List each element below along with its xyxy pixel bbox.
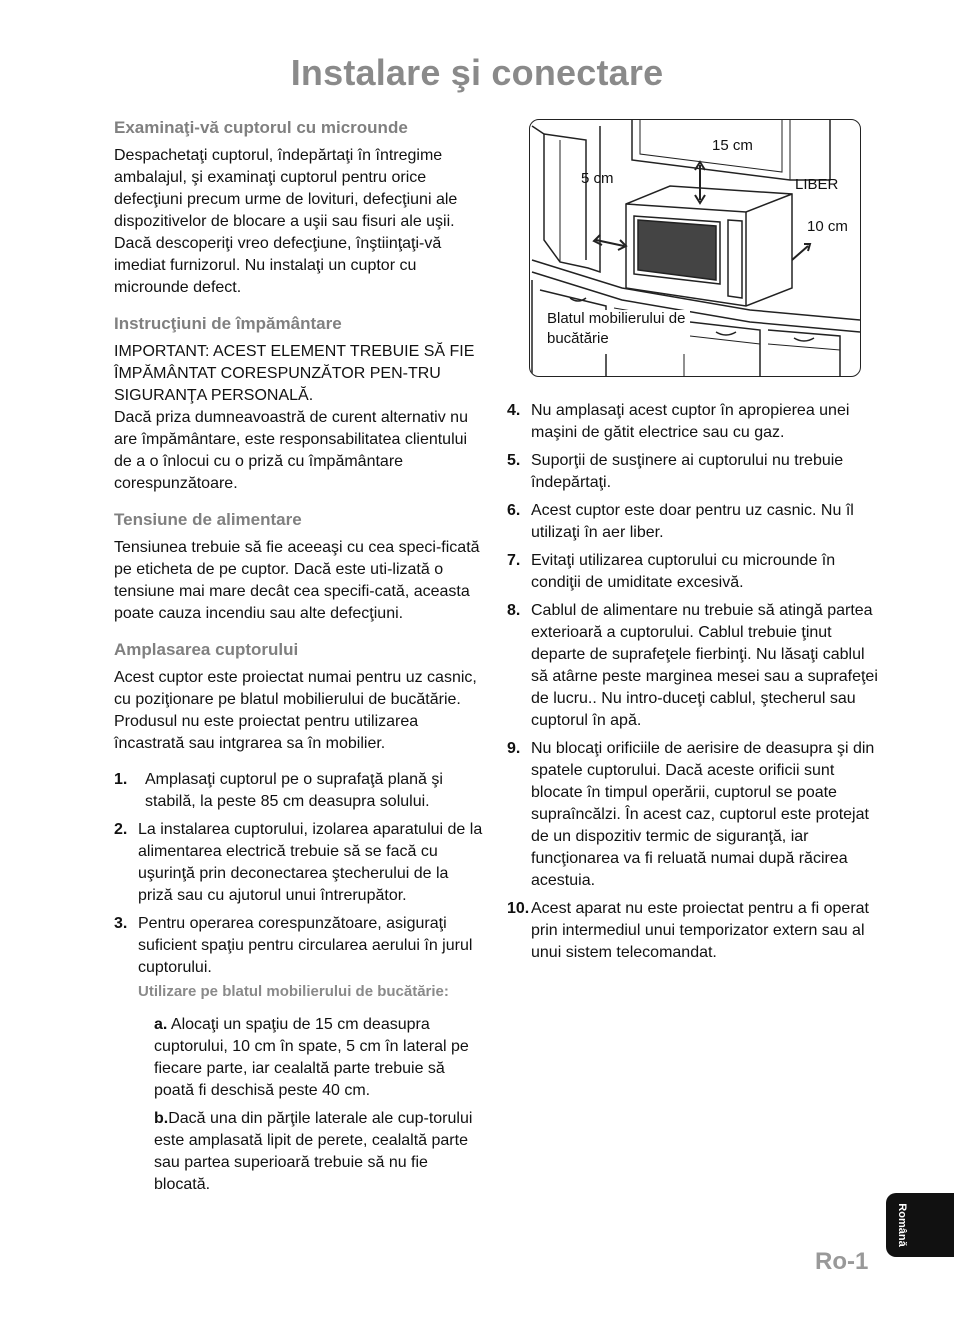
- list-item: [507, 450, 882, 494]
- list-item-number: 5.: [507, 452, 521, 469]
- label-15cm: 15 cm: [712, 137, 753, 154]
- list-item-text: Nu blocaţi orificiile de aerisire de deasupra şi din spatele cuptorului. Dacă aceste orificii sunt blocate în timpul operării, cuptorul se poate supraîncălzi. În acest caz, cuptorul este protejat de un dispozitiv termic de siguranţă, iar funcţionarea va fi reluată numai după răcirea acestuia.: [531, 740, 875, 889]
- label-5cm: 5 cm: [581, 170, 614, 187]
- list-item-number: 8.: [507, 602, 521, 619]
- label-10cm: 10 cm: [807, 218, 848, 235]
- section-heading-examine: Examinaţi-vă cuptorul cu microunde: [114, 118, 408, 137]
- sub-item-a-text: Alocaţi un spaţiu de 15 cm deasupra cuptorului, 10 cm în spate, 5 cm în lateral pe fiecare parte, iar cealaltă parte trebuie să poată fi deschisă peste 40 cm.: [154, 1016, 469, 1099]
- list-item: [114, 769, 484, 813]
- list-item-number: 3.: [114, 915, 128, 932]
- language-tab-label: Română: [896, 1203, 908, 1247]
- list-item: [507, 500, 882, 544]
- list-item-text: Acest aparat nu este proiectat pentru a fi operat prin intermediul unui temporizator extern sau al unui sistem telecomandat.: [531, 900, 869, 961]
- list-item-text: Evitaţi utilizarea cuptorului cu microunde în condiţii de umiditate excesivă.: [531, 552, 836, 591]
- list-item: [114, 913, 484, 979]
- grounding-important: IMPORTANT: ACEST ELEMENT TREBUIE SĂ FIE ÎMPĂMÂNTAT CORESPUNZĂTOR PEN-TRU SIGURANŢA PERSONALĂ.: [114, 343, 475, 404]
- installation-diagram: [529, 119, 861, 377]
- right-column: [507, 400, 882, 970]
- list-item-number: 6.: [507, 502, 521, 519]
- page-number: Ro-1: [815, 1248, 869, 1275]
- list-item-number: 4.: [507, 402, 521, 419]
- list-item: [507, 600, 882, 732]
- sub-item-b-label: b.: [154, 1110, 169, 1127]
- sub-heading-counter-use: Utilizare pe blatul mobilierului de bucătărie:: [138, 983, 449, 1000]
- sub-item-a-label: a.: [154, 1016, 168, 1033]
- list-item-text: Cablul de alimentare nu trebuie să atingă partea exterioară a cuptorului. Cablul trebuie ţinut departe de suprafeţele fierbinţi. Nu lăsaţi cablul să atârne peste marginea mesei sau a suprafeţei de lucru.. Nu intro-duceţi cablul, ştecherul sau cuptorul în apă.: [531, 602, 878, 729]
- list-item: [114, 819, 484, 907]
- sub-item-a: [154, 1014, 484, 1102]
- list-item-text: Acest cuptor este doar pentru uz casnic. Nu îl utilizaţi în aer liber.: [531, 502, 854, 541]
- left-column: [114, 117, 484, 1202]
- language-tab: [886, 1193, 954, 1257]
- list-item-text: Pentru operarea corespunzătoare, asiguraţi suficient spaţiu pentru circularea aerului în jurul cuptorului.: [138, 915, 473, 976]
- list-item: [507, 400, 882, 444]
- list-item: [507, 550, 882, 594]
- list-item-text: Suporţii de susţinere ai cuptorului nu trebuie îndepărtaţi.: [531, 452, 844, 491]
- label-liber: LIBER: [795, 176, 839, 193]
- sub-item-b: [154, 1108, 484, 1196]
- section-text-voltage: Tensiunea trebuie să fie aceeaşi cu cea speci-ficată pe eticheta de pe cuptor. Dacă este uti-lizată o tensiune mai mare decât cea specifi-cată, aceasta poate cauza incendiu sau alte defecţiuni.: [114, 539, 480, 622]
- list-item-number: 1.: [114, 771, 128, 788]
- section-heading-grounding: Instrucţiuni de împământare: [114, 314, 342, 333]
- list-item-text: Amplasaţi cuptorul pe o suprafaţă plană şi stabilă, la peste 85 cm deasupra solului.: [145, 771, 443, 810]
- list-item-number: 9.: [507, 740, 521, 757]
- section-heading-placement: Amplasarea cuptorului: [114, 640, 299, 659]
- list-item-text: Nu amplasaţi acest cuptor în apropierea unei maşini de gătit electrice sau cu gaz.: [531, 402, 850, 441]
- list-item-number: 7.: [507, 552, 521, 569]
- list-item: [507, 898, 882, 964]
- section-text-examine: Despachetaţi cuptorul, îndepărtaţi în întregime ambalajul, şi examinaţi cuptorul pentru orice defecţiuni precum urme de lovituri, defecţiuni ale dispozitivelor de blocare a uşii sau fisuri ale uşii. Dacă descoperiţi vreo defecţiune, înştiinţaţi-vă imediat furnizorul. Nu instalaţi un cuptor cu microunde defect.: [114, 147, 458, 296]
- sub-item-b-text: Dacă una din părţile laterale ale cup-torului este amplasată lipit de perete, cealaltă parte sau partea superioară trebuie să nu fie blocată.: [154, 1110, 473, 1193]
- page-title: Instalare şi conectare: [290, 52, 664, 93]
- grounding-text: Dacă priza dumneavoastră de curent alternativ nu are împământare, este responsabilitatea clientului de a o înlocui cu o priză cu împământare corespunzătoare.: [114, 409, 468, 492]
- list-item-number: 2.: [114, 821, 128, 838]
- section-text-placement: Acest cuptor este proiectat numai pentru uz casnic, cu poziţionare pe blatul mobilierului de bucătărie. Produsul nu este proiectat pentru utilizarea încastrată sau intgrarea sa în mobilier.: [114, 669, 477, 752]
- list-item-number: 10.: [507, 900, 530, 917]
- section-heading-voltage: Tensiune de alimentare: [114, 510, 302, 529]
- list-item-text: La instalarea cuptorului, izolarea aparatului de la alimentarea electrică trebuie să se facă cu uşurinţă prin deconectarea ştecherului de la priză sau cu ajutorul unui întrerupător.: [138, 821, 483, 904]
- list-item: [507, 738, 882, 892]
- label-counter: Blatul mobilierului de bucătărie: [547, 310, 686, 347]
